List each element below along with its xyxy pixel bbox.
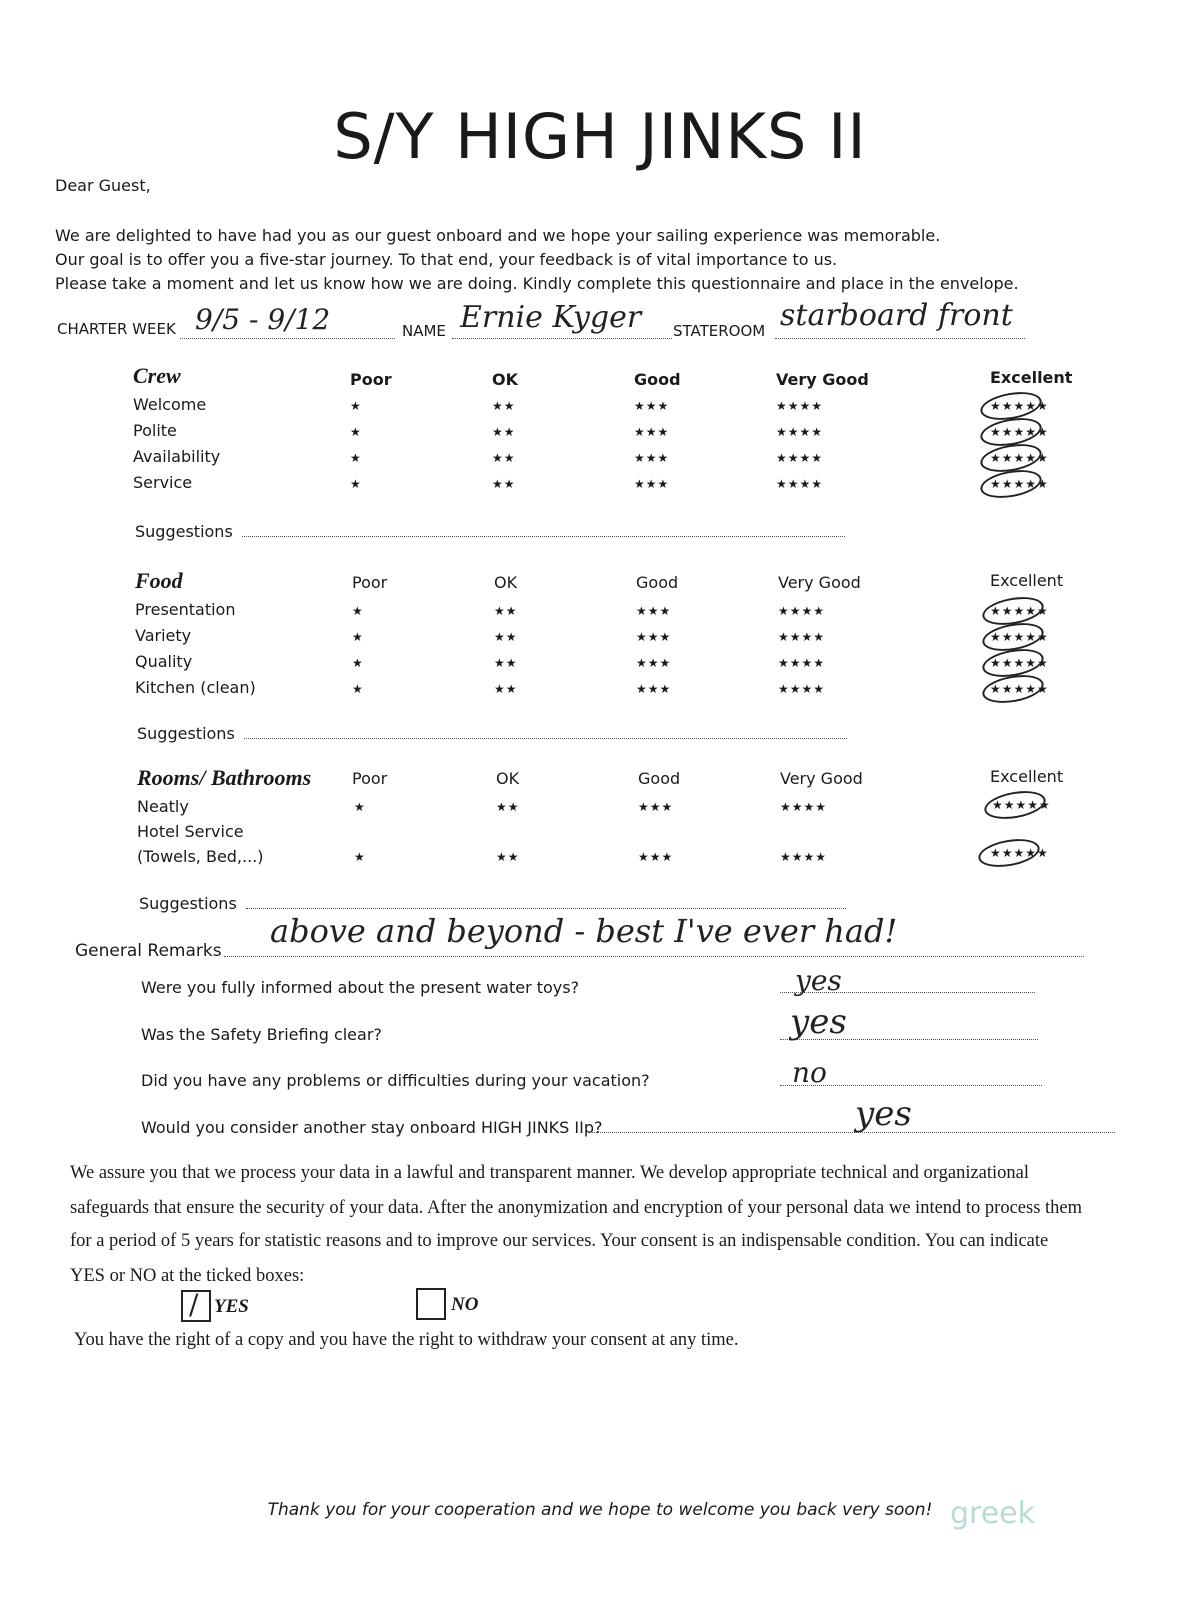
stateroom-label: STATEROOM: [673, 322, 766, 340]
general-remarks-value: above and beyond - best I've ever had!: [270, 912, 898, 950]
star-mark: ★★★: [636, 630, 672, 644]
crew-col-excellent: Excellent: [990, 368, 1073, 387]
crew-col-good: Good: [634, 370, 681, 389]
star-mark: ★★★★★: [990, 846, 1049, 860]
answer-4: yes: [855, 1094, 912, 1134]
check-mark: /: [189, 1288, 199, 1321]
star-mark: ★★: [492, 399, 516, 413]
star-mark: ★★★: [634, 425, 670, 439]
name-label: NAME: [402, 322, 446, 340]
crew-item-polite: Polite: [133, 421, 177, 440]
crew-col-very-good: Very Good: [776, 370, 869, 389]
food-col-good: Good: [636, 573, 679, 592]
star-mark: ★★: [496, 800, 520, 814]
food-suggestions-line: [244, 738, 847, 739]
rooms-suggestions-line: [246, 908, 846, 909]
star-mark: ★: [352, 630, 364, 644]
general-remarks-line: [224, 956, 1084, 957]
star-mark: ★★: [494, 630, 518, 644]
star-mark: ★★★★★: [990, 399, 1049, 413]
star-mark: ★★★: [634, 477, 670, 491]
star-mark: ★★★★: [778, 630, 826, 644]
crew-col-poor: Poor: [350, 370, 392, 389]
crew-section-title: Crew: [133, 363, 181, 388]
yes-checkbox[interactable]: [181, 1290, 211, 1322]
food-item-variety: Variety: [135, 626, 192, 645]
answer-line-4: [590, 1132, 1115, 1133]
food-col-very-good: Very Good: [778, 573, 861, 592]
star-mark: ★★★★: [776, 399, 824, 413]
food-col-poor: Poor: [352, 573, 388, 592]
star-mark: ★★★★: [780, 850, 828, 864]
star-mark: ★★★★: [780, 800, 828, 814]
star-mark: ★: [350, 425, 362, 439]
star-mark: ★: [350, 399, 362, 413]
star-mark: ★: [354, 850, 366, 864]
star-mark: ★: [352, 656, 364, 670]
rooms-item-towels-bed: (Towels, Bed,...): [137, 847, 264, 866]
question-2: Was the Safety Briefing clear?: [141, 1025, 382, 1044]
rooms-item-neatly: Neatly: [137, 797, 189, 816]
rooms-suggestions-label: Suggestions: [139, 894, 237, 913]
question-4: Would you consider another stay onboard HIGH JINKS IIp?: [141, 1118, 603, 1137]
star-mark: ★: [352, 604, 364, 618]
food-item-presentation: Presentation: [135, 600, 236, 619]
star-mark: ★★★★: [776, 477, 824, 491]
intro-line-2: Our goal is to offer you a five-star journey. To that end, your feedback is of vital importance to us.: [55, 250, 838, 269]
star-mark: ★: [352, 682, 364, 696]
star-mark: ★★: [492, 477, 516, 491]
star-mark: ★★★★★: [990, 630, 1049, 644]
star-mark: ★: [350, 451, 362, 465]
rooms-col-poor: Poor: [352, 769, 388, 788]
selection-circle: [982, 787, 1048, 823]
star-mark: ★★★★★: [990, 604, 1049, 618]
rooms-col-excellent: Excellent: [990, 767, 1064, 786]
rooms-col-very-good: Very Good: [780, 769, 863, 788]
star-mark: ★★: [492, 425, 516, 439]
answer-3: no: [792, 1056, 827, 1089]
crew-col-ok: OK: [492, 370, 518, 389]
intro-line-3: Please take a moment and let us know how we are doing. Kindly complete this questionnaire and place in the envelope.: [55, 274, 1019, 293]
star-mark: ★★★: [636, 656, 672, 670]
crew-suggestions-line: [242, 536, 845, 537]
selection-circle: [980, 671, 1046, 707]
star-mark: ★★★★★: [990, 477, 1049, 491]
rooms-col-good: Good: [638, 769, 681, 788]
name-line: [452, 338, 672, 339]
no-checkbox[interactable]: [416, 1288, 446, 1320]
charter-week-value: 9/5 - 9/12: [195, 303, 331, 336]
watermark-logo: greek: [950, 1496, 1036, 1531]
answer-2: yes: [790, 1002, 847, 1042]
consent-line-3: for a period of 5 years for statistic reasons and to improve our services. Your consent is an indispensable condition. You can indicate: [70, 1231, 1049, 1251]
selection-circle: [978, 466, 1044, 502]
answer-1: yes: [795, 964, 842, 997]
star-mark: ★★: [494, 656, 518, 670]
food-suggestions-label: Suggestions: [137, 724, 235, 743]
star-mark: ★★: [496, 850, 520, 864]
star-mark: ★★★: [636, 604, 672, 618]
star-mark: ★★★★★: [992, 798, 1051, 812]
rooms-item-hotel-service: Hotel Service: [137, 822, 244, 841]
star-mark: ★★★: [638, 800, 674, 814]
star-mark: ★★★★: [778, 604, 826, 618]
crew-suggestions-label: Suggestions: [135, 522, 233, 541]
star-mark: ★★: [492, 451, 516, 465]
star-mark: ★★★★★: [990, 656, 1049, 670]
star-mark: ★★★★: [776, 425, 824, 439]
star-mark: ★★★★★: [990, 425, 1049, 439]
star-mark: ★★: [494, 604, 518, 618]
crew-item-service: Service: [133, 473, 193, 492]
food-section-title: Food: [135, 568, 183, 593]
rooms-col-ok: OK: [496, 769, 520, 788]
food-col-ok: OK: [494, 573, 518, 592]
charter-week-line: [180, 338, 395, 339]
star-mark: ★: [354, 800, 366, 814]
consent-line-4: YES or NO at the ticked boxes:: [70, 1266, 305, 1286]
crew-item-availability: Availability: [133, 447, 221, 466]
general-remarks-label: General Remarks: [75, 941, 222, 961]
consent-line-2: safeguards that ensure the security of your data. After the anonymization and encryption of your personal data we intend to process them: [70, 1198, 1083, 1218]
no-label: NO: [451, 1294, 479, 1315]
food-col-excellent: Excellent: [990, 571, 1064, 590]
star-mark: ★★★★: [778, 656, 826, 670]
charter-week-label: CHARTER WEEK: [57, 320, 176, 338]
food-item-quality: Quality: [135, 652, 193, 671]
stateroom-line: [775, 338, 1025, 339]
star-mark: ★★★★★: [990, 451, 1049, 465]
star-mark: ★★★: [636, 682, 672, 696]
consent-rights: You have the right of a copy and you have the right to withdraw your consent at any time.: [74, 1330, 739, 1350]
question-3: Did you have any problems or difficulties during your vacation?: [141, 1071, 650, 1090]
star-mark: ★★★: [634, 451, 670, 465]
crew-item-welcome: Welcome: [133, 395, 207, 414]
star-mark: ★: [350, 477, 362, 491]
yes-label: YES: [214, 1296, 249, 1317]
star-mark: ★★★★★: [990, 682, 1049, 696]
star-mark: ★★★★: [776, 451, 824, 465]
selection-circle: [976, 835, 1042, 871]
name-value: Ernie Kyger: [460, 300, 642, 335]
star-mark: ★★★: [638, 850, 674, 864]
question-1: Were you fully informed about the present water toys?: [141, 978, 580, 997]
document-title: S/Y HIGH JINKS II: [333, 100, 867, 173]
footer-thanks: Thank you for your cooperation and we hope to welcome you back very soon!: [267, 1500, 933, 1520]
consent-line-1: We assure you that we process your data in a lawful and transparent manner. We develop appropriate technical and organizational: [70, 1163, 1030, 1183]
intro-line-1: We are delighted to have had you as our guest onboard and we hope your sailing experience was memorable.: [55, 226, 941, 245]
stateroom-value: starboard front: [780, 298, 1013, 333]
star-mark: ★★: [494, 682, 518, 696]
rooms-section-title: Rooms/ Bathrooms: [137, 765, 312, 790]
star-mark: ★★★: [634, 399, 670, 413]
star-mark: ★★★★: [778, 682, 826, 696]
food-item-kitchen: Kitchen (clean): [135, 678, 256, 697]
greeting: Dear Guest,: [55, 176, 151, 195]
